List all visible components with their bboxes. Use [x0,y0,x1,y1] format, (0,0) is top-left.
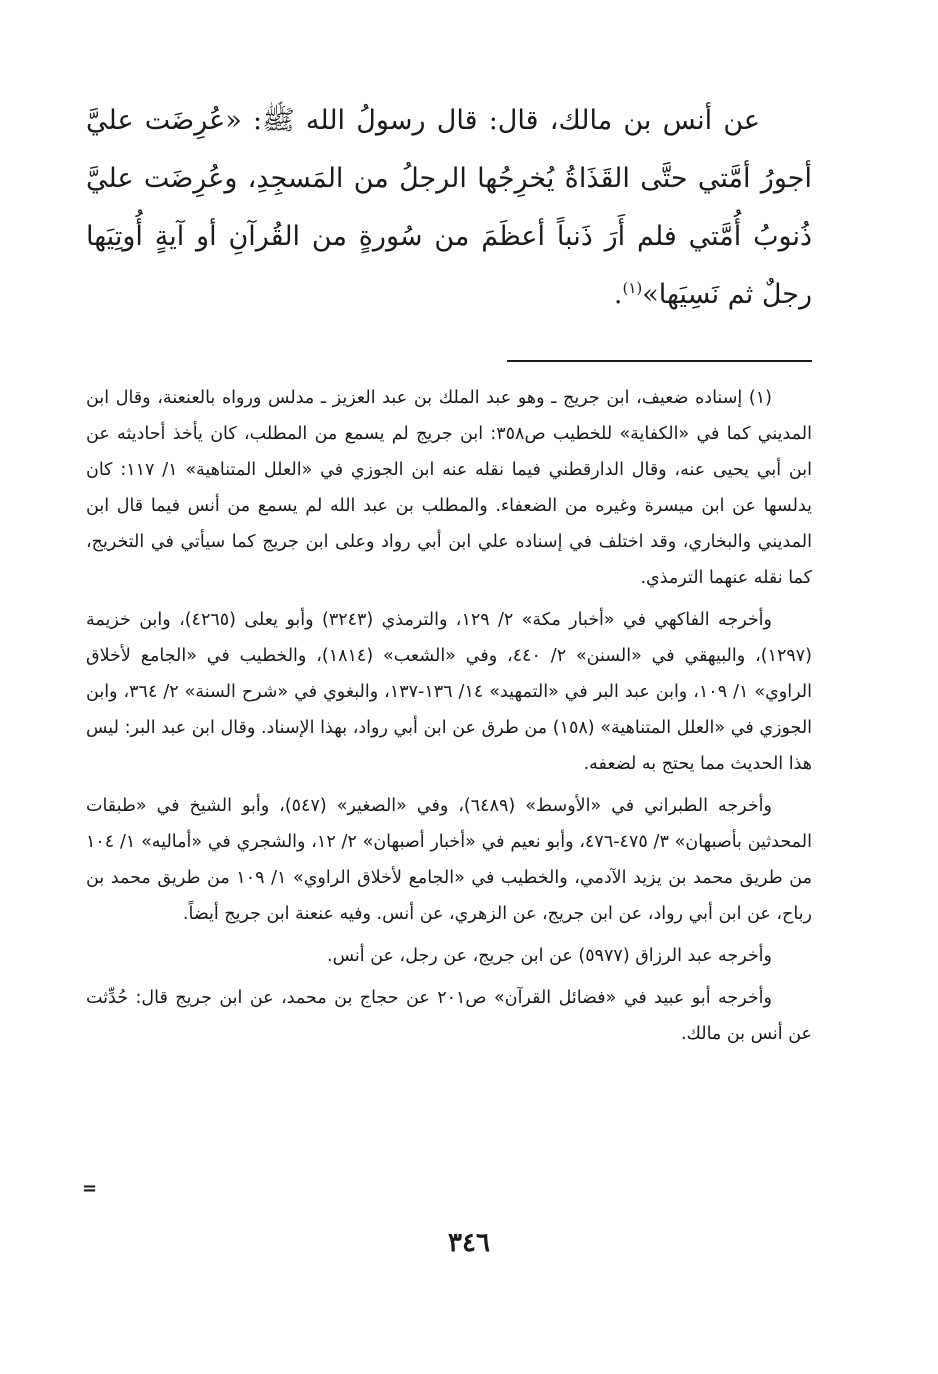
footnote-paragraph: وأخرجه عبد الرزاق (٥٩٧٧) عن ابن جريج، عن رجل، عن أنس. [327,946,772,966]
main-text-indent [760,105,812,136]
hadith-text: عن أنس بن مالك، قال: قال رسولُ الله ﷺ: «عُرِضَت عليَّ أجورُ أمَّتي حتَّى القَذَاةُ يُخرِجُها الرجلُ من المَسجِدِ، وعُرِضَت عليَّ ذُنوبُ أُمَّتي فلم أَرَ ذَنباً أعظَمَ من سُورةٍ من القُرآنِ أو آيةٍ أُوتِيَها رجلٌ ثم نَسِيَها» [86,105,812,310]
main-hadith-text [86,92,812,324]
footnote-paragraph: وأخرجه الفاكهي في «أخبار مكة» ٢/ ١٢٩، والترمذي (٣٢٤٣) وأبو يعلى (٤٢٦٥)، وابن خزيمة (١٢٩٧)، والبيهقي في «السنن» ٢/ ٤٤٠، وفي «الشعب» (١٨١٤)، والخطيب في «الجامع لأخلاق الراوي» ١/ ١٠٩، وابن عبد البر في «التمهيد» ١٤/ ١٣٦-١٣٧، والبغوي في «شرح السنة» ٢/ ٣٦٤، وابن الجوزي في «العلل المتناهية» (١٥٨) من طرق عن ابن أبي رواد، بهذا الإسناد. وقال ابن عبد البر: ليس هذا الحديث مما يحتج به لضعفه. [86,610,813,774]
footnote-separator [507,360,812,362]
footnote-paragraph: وأخرجه أبو عبيد في «فضائل القرآن» ص٢٠١ عن حجاج بن محمد، عن ابن جريج قال: حُدِّثت عن أنس بن مالك. [86,988,812,1044]
footnote-paragraph: وأخرجه الطبراني في «الأوسط» (٦٤٨٩)، وفي «الصغير» (٥٤٧)، وأبو الشيخ في «طبقات المحدثين بأصبهان» ٣/ ٤٧٥-٤٧٦، وأبو نعيم في «أخبار أصبهان» ٢/ ١٢، والشجري في «أماليه» ١/ ١٠٤ من طريق محمد بن يزيد الآدمي، والخطيب في «الجامع لأخلاق الراوي» ١/ ١٠٩ من طريق محمد بن رباح، عن ابن أبي رواد، عن ابن جريج، عن الزهري، عن أنس. وفيه عنعنة ابن جريج أيضاً. [86,796,812,924]
page-number: ٣٤٦ [448,1228,490,1258]
end-mark: . [613,279,623,310]
footnote-reference: (١) [622,279,643,297]
footnotes [86,380,812,1052]
page-body [86,92,812,1058]
continuation-mark: = [82,1178,98,1199]
footnote-paragraph: (١) إسناده ضعيف، ابن جريج ـ وهو عبد الملك بن عبد العزيز ـ مدلس ورواه بالعنعنة، وقال ابن المديني كما في «الكفاية» للخطيب ص٣٥٨: ابن جريج لم يسمع من المطلب، كان يأخذ أحاديثه عن ابن أبي يحيى عنه، وقال الدارقطني فيما نقله عنه ابن الجوزي في «العلل المتناهية» ١/ ١١٧: كان يدلسها عن ابن ميسرة وغيره من الضعفاء. والمطلب بن عبد الله لم يسمع من أنس فيما قال ابن المديني والبخاري، وقد اختلف في إسناده علي ابن أبي رواد وعلى ابن جريج كما سيأتي في التخريج، كما نقله عنهما الترمذي. [86,388,813,588]
